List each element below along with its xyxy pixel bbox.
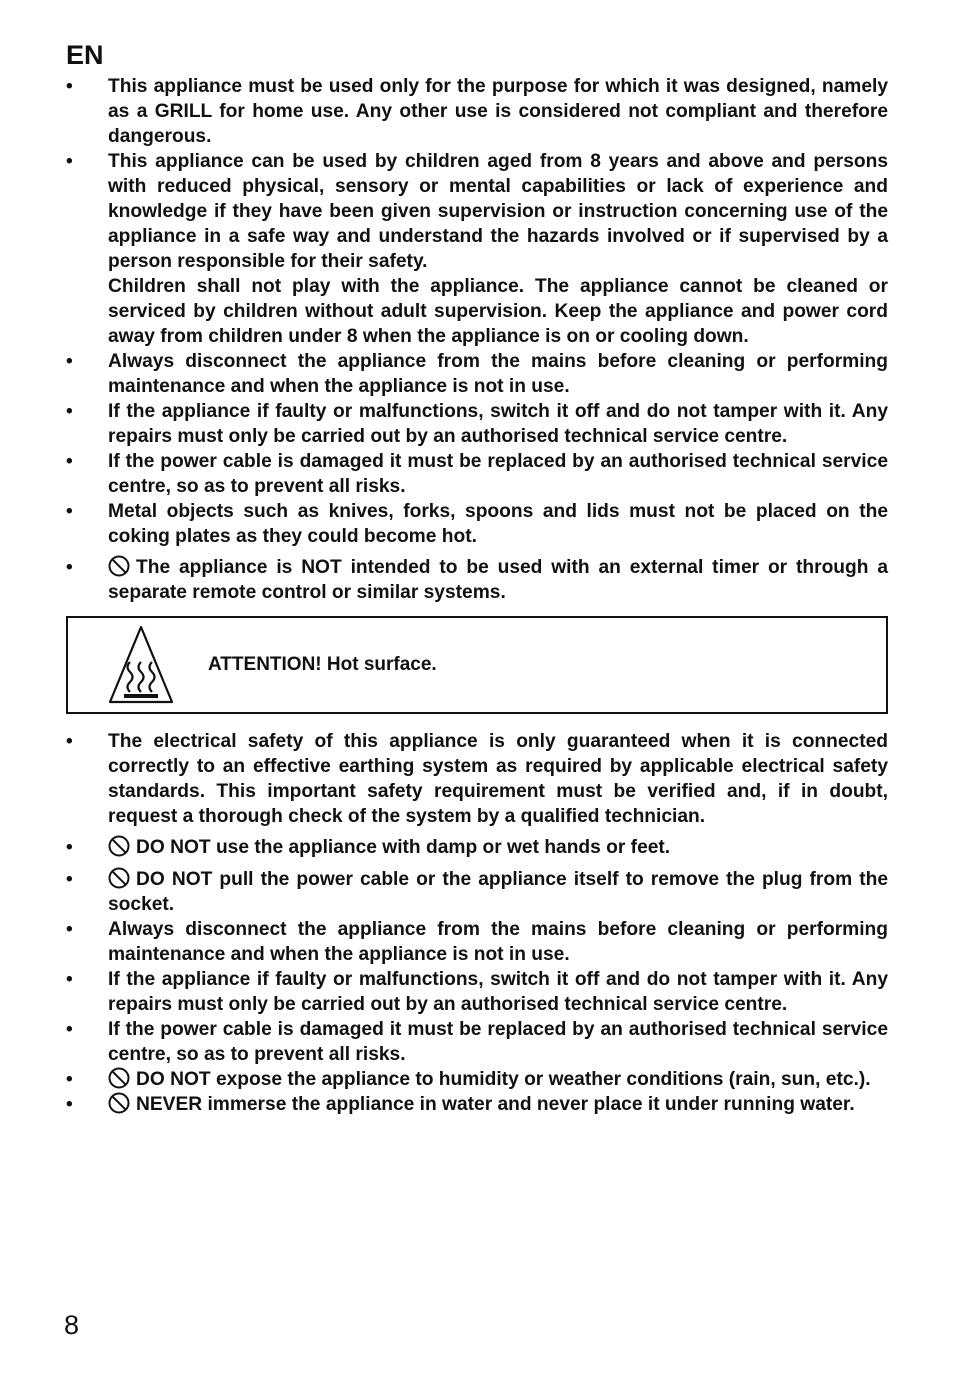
bullet: •: [66, 401, 73, 422]
list-item-text: This appliance can be used by children aged from 8 years and above and persons with reduced physical, sensory or mental capabilities or lack of experience and knowledge if they have been given supervision or instruction concerning use of the appliance in a safe way and understand the hazards involved or if supervised by a person responsible for their safety.: [108, 151, 888, 272]
prohibition-icon: [108, 555, 130, 577]
list-item-text: If the appliance if faulty or malfunctions, switch it off and do not tamper with it. Any repairs must only be carried out by an authorised technical service centre.: [108, 969, 888, 1015]
bullet: •: [66, 351, 73, 372]
bullet: •: [66, 919, 73, 940]
list-item: [66, 1092, 888, 1117]
warning-box: [66, 616, 888, 714]
list-item: [66, 149, 888, 349]
safety-list-1: [66, 74, 888, 605]
bullet: •: [66, 837, 73, 858]
safety-list-2: [66, 729, 888, 1117]
list-item-text: The appliance is NOT intended to be used with an external timer or through a separate remote control or similar systems.: [108, 557, 888, 603]
list-item-text-continued: Children shall not play with the appliance. The appliance cannot be cleaned or serviced by children without adult supervision. Keep the appliance and power cord away from children under 8 when the appliance is on or cooling down.: [108, 276, 888, 347]
list-item: [66, 967, 888, 1017]
list-item: [66, 74, 888, 149]
bullet: •: [66, 1019, 73, 1040]
bullet: •: [66, 869, 73, 890]
page-number: 8: [64, 1310, 80, 1340]
list-item: [66, 1017, 888, 1067]
list-item: [66, 729, 888, 829]
list-item: [66, 867, 888, 917]
list-item: [66, 399, 888, 449]
list-item-text: DO NOT pull the power cable or the appliance itself to remove the plug from the socket.: [108, 869, 888, 915]
list-item-text: DO NOT use the appliance with damp or wet hands or feet.: [136, 837, 671, 858]
list-item-text: The electrical safety of this appliance is only guaranteed when it is connected correctly to an effective earthing system as required by applicable electrical safety standards. This important safety requirement must be verified and, if in doubt, request a thorough check of the system by a qualified technician.: [108, 731, 888, 827]
list-item: [66, 449, 888, 499]
prohibition-icon: [108, 1092, 130, 1114]
list-item-text: NEVER immerse the appliance in water and never place it under running water.: [136, 1094, 855, 1115]
language-label: EN: [66, 40, 104, 70]
bullet: •: [66, 501, 73, 522]
list-item: [66, 349, 888, 399]
prohibition-icon: [108, 835, 130, 857]
warning-text: ATTENTION! Hot surface.: [208, 654, 437, 675]
bullet: •: [66, 1094, 73, 1115]
list-item: [66, 835, 888, 860]
list-item: [66, 1067, 888, 1092]
prohibition-icon: [108, 1067, 130, 1089]
list-item-text: If the appliance if faulty or malfunctions, switch it off and do not tamper with it. Any repairs must only be carried out by an authorised technical service centre.: [108, 401, 888, 447]
hot-surface-warning-icon: [108, 624, 174, 704]
bullet: •: [66, 76, 73, 97]
bullet: •: [66, 557, 73, 578]
list-item: [66, 917, 888, 967]
list-item-text: If the power cable is damaged it must be replaced by an authorised technical service centre, so as to prevent all risks.: [108, 1019, 888, 1065]
list-item-text: This appliance must be used only for the purpose for which it was designed, namely as a GRILL for home use. Any other use is considered not compliant and therefore dangerous.: [108, 76, 888, 147]
list-item-text: Always disconnect the appliance from the mains before cleaning or performing maintenance and when the appliance is not in use.: [108, 351, 888, 397]
prohibition-icon: [108, 867, 130, 889]
list-item-text: If the power cable is damaged it must be replaced by an authorised technical service centre, so as to prevent all risks.: [108, 451, 888, 497]
bullet: •: [66, 151, 73, 172]
bullet: •: [66, 969, 73, 990]
list-item: [66, 499, 888, 549]
list-item-text: Metal objects such as knives, forks, spoons and lids must not be placed on the coking plates as they could become hot.: [108, 501, 888, 547]
bullet: •: [66, 451, 73, 472]
list-item-text: Always disconnect the appliance from the mains before cleaning or performing maintenance and when the appliance is not in use.: [108, 919, 888, 965]
bullet: •: [66, 731, 73, 752]
list-item: [66, 555, 888, 605]
bullet: •: [66, 1069, 73, 1090]
list-item-text: DO NOT expose the appliance to humidity or weather conditions (rain, sun, etc.).: [136, 1069, 871, 1090]
